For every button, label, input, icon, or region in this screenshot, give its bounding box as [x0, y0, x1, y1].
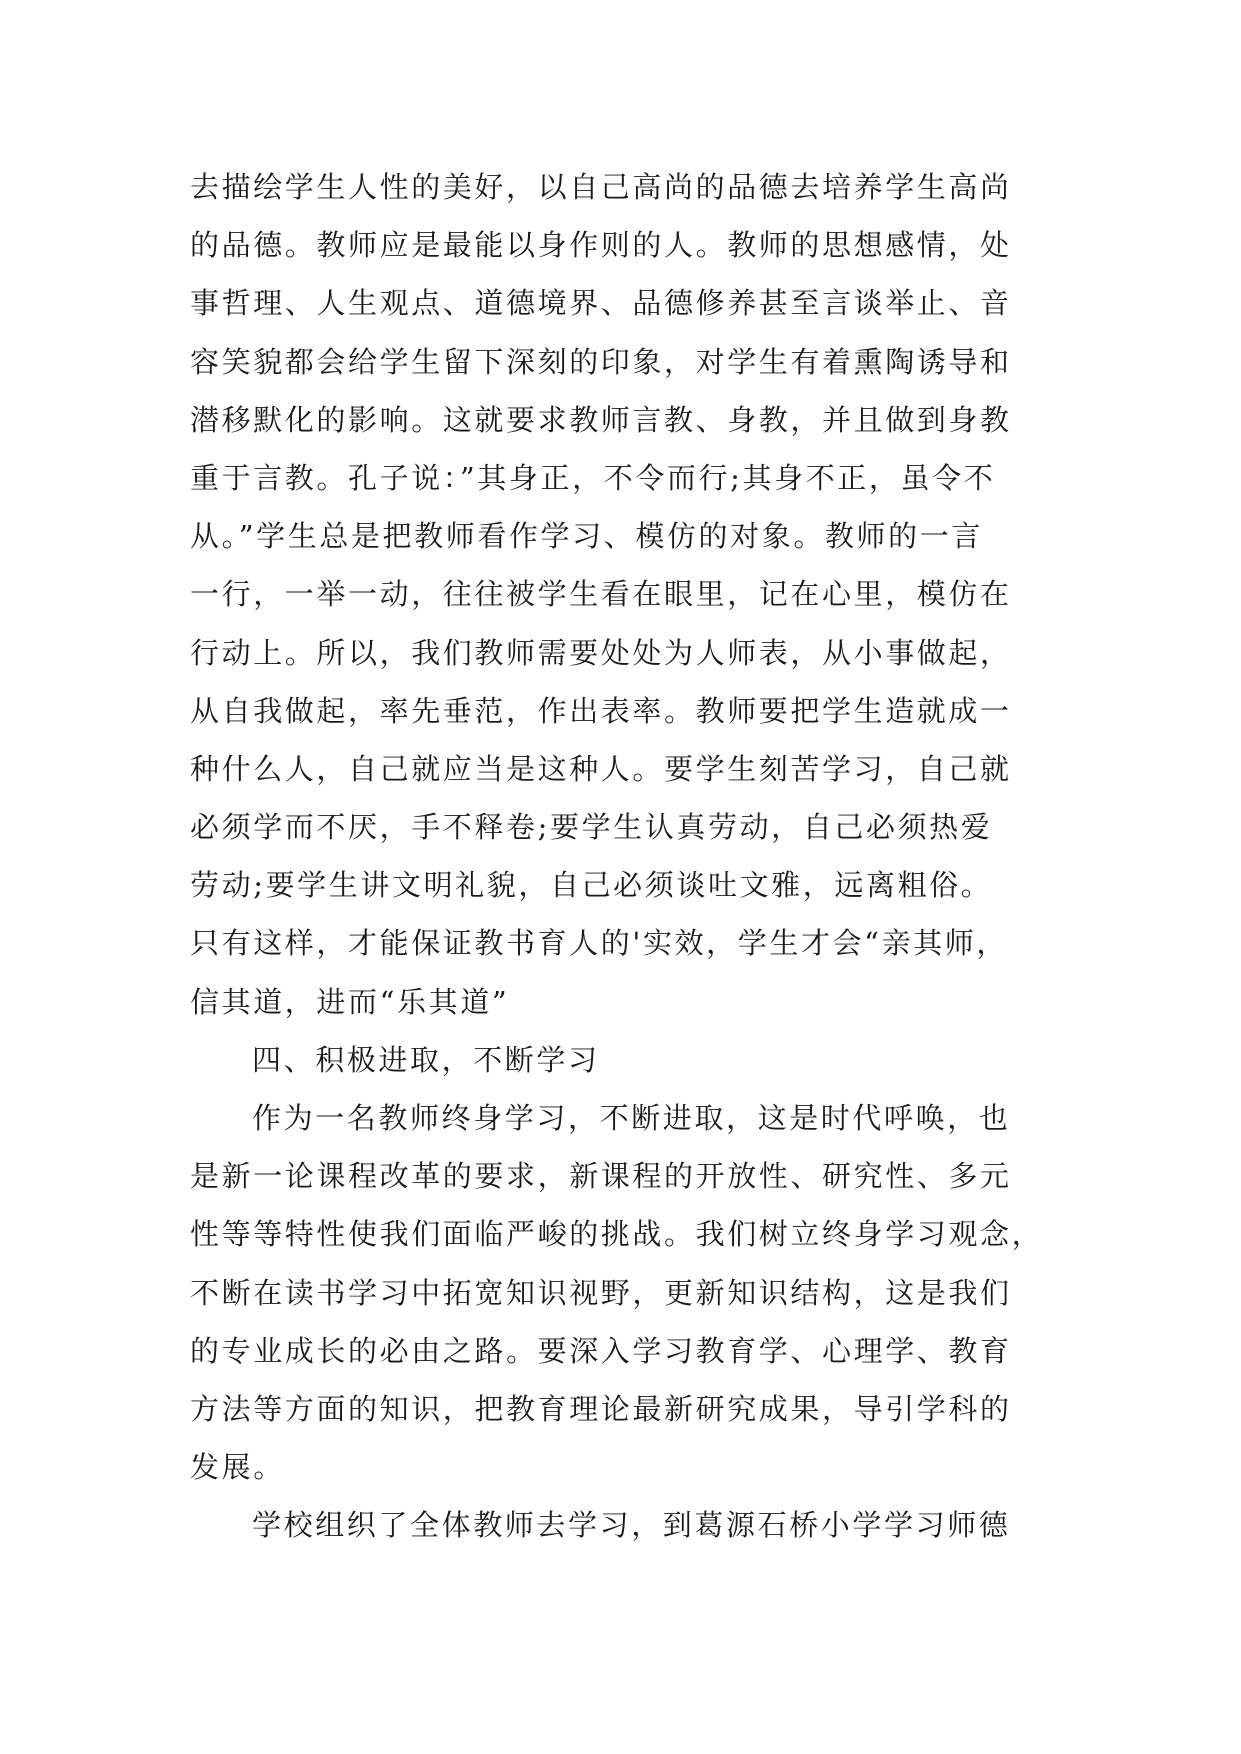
text-line: 种什么人，自己就应当是这种人。要学生刻苦学习，自己就 — [190, 751, 1012, 786]
text-line: 一行，一举一动，往往被学生看在眼里，记在心里，模仿在 — [190, 577, 1012, 612]
text-line: 不断在读书学习中拓宽知识视野，更新知识结构，这是我们 — [190, 1275, 1012, 1310]
text-line: 学校组织了全体教师去学习，到葛源石桥小学学习师德 — [252, 1508, 1011, 1543]
text-line: 的品德。教师应是最能以身作则的人。教师的思想感情，处 — [190, 228, 1012, 263]
text-line: 方法等方面的知识，把教育理论最新研究成果，导引学科的 — [190, 1391, 1012, 1426]
text-line: 性等等特性使我们面临严峻的挑战。我们树立终身学习观念， — [190, 1217, 1044, 1252]
text-line: 从。”学生总是把教师看作学习、模仿的对象。教师的一言 — [190, 519, 983, 554]
body-text — [190, 158, 1070, 1555]
text-line: 重于言教。孔子说：”其身正，不令而行;其身不正，虽令不 — [190, 460, 996, 495]
text-line: 行动上。所以，我们教师需要处处为人师表，从小事做起， — [190, 635, 1012, 670]
text-line: 是新一论课程改革的要求，新课程的开放性、研究性、多元 — [190, 1159, 1012, 1194]
text-line: 只有这样，才能保证教书育人的'实效，学生才会“亲其师， — [190, 926, 1008, 961]
text-line: 信其道，进而“乐其道” — [190, 984, 510, 1019]
text-line: 必须学而不厌，手不释卷;要学生认真劳动，自己必须热爱 — [190, 810, 993, 845]
text-line: 作为一名教师终身学习，不断进取，这是时代呼唤，也 — [252, 1101, 1011, 1135]
text-line: 潜移默化的影响。这就要求教师言教、身教，并且做到身教 — [190, 402, 1012, 437]
section-heading: 四、积极进取，不断学习 — [252, 1042, 600, 1077]
text-line: 容笑貌都会给学生留下深刻的印象，对学生有着熏陶诱导和 — [190, 344, 1012, 379]
text-line: 去描绘学生人性的美好，以自己高尚的品德去培养学生高尚 — [190, 170, 1012, 204]
text-line: 事哲理、人生观点、道德境界、品德修养甚至言谈举止、音 — [190, 286, 1012, 321]
text-line: 的专业成长的必由之路。要深入学习教育学、心理学、教育 — [190, 1333, 1012, 1368]
text-line: 劳动;要学生讲文明礼貌，自己必须谈吐文雅，远离粗俗。 — [190, 868, 993, 903]
text-line: 发展。 — [190, 1450, 285, 1485]
text-line: 从自我做起，率先垂范，作出表率。教师要把学生造就成一 — [190, 693, 1012, 728]
